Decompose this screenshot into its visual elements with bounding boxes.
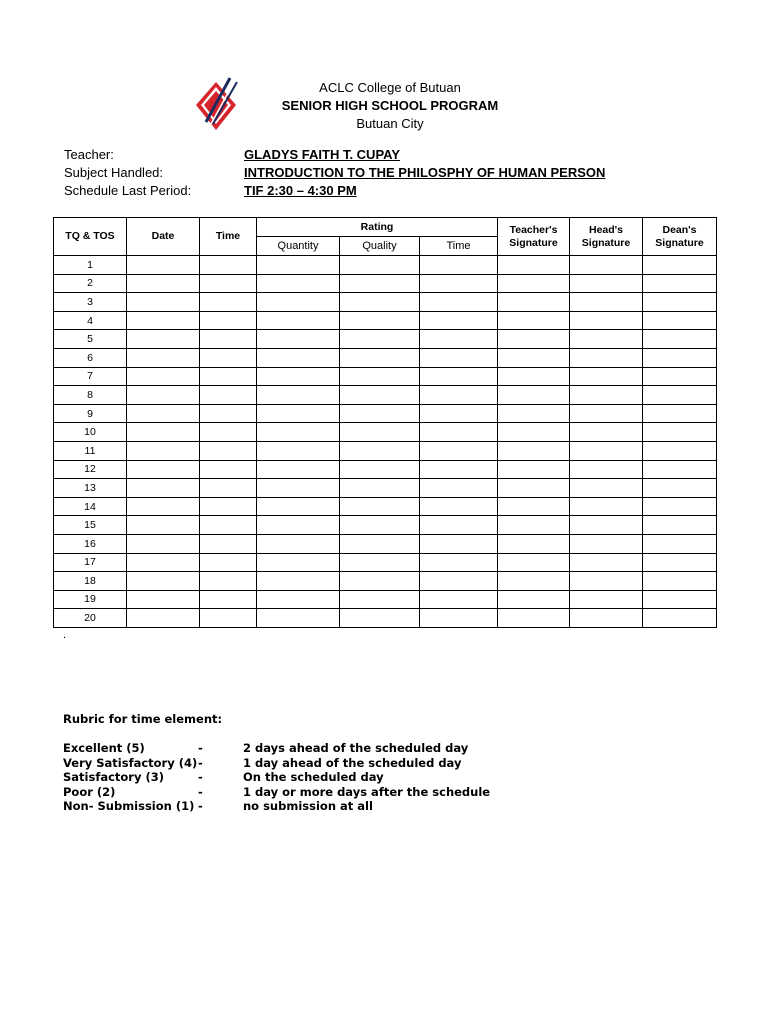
table-cell[interactable] [643, 330, 717, 349]
table-row [54, 609, 717, 628]
table-cell[interactable] [200, 274, 257, 293]
table-cell[interactable] [257, 516, 340, 535]
rubric-description: 1 day or more days after the schedule [243, 785, 491, 799]
row-number: 12 [54, 460, 127, 479]
rubric-description: 2 days ahead of the scheduled day [243, 741, 469, 755]
table-cell[interactable] [340, 441, 420, 460]
table-cell[interactable] [420, 609, 498, 628]
table-cell[interactable] [570, 293, 643, 312]
table-cell[interactable] [127, 256, 200, 275]
table-row [54, 441, 717, 460]
table-row [54, 404, 717, 423]
row-number: 7 [54, 367, 127, 386]
table-cell[interactable] [127, 423, 200, 442]
table-cell[interactable] [257, 441, 340, 460]
table-row [54, 311, 717, 330]
table-row [54, 274, 717, 293]
col-rating: Rating [257, 218, 498, 237]
table-cell[interactable] [340, 479, 420, 498]
rubric-description: On the scheduled day [243, 770, 384, 784]
table-row [54, 367, 717, 386]
table-cell[interactable] [420, 404, 498, 423]
row-number: 9 [54, 404, 127, 423]
table-cell[interactable] [498, 367, 570, 386]
rubric-dash: - [198, 756, 203, 770]
table-cell[interactable] [570, 367, 643, 386]
head-sig-line1: Head's [589, 223, 624, 236]
table-cell[interactable] [498, 609, 570, 628]
row-number: 15 [54, 516, 127, 535]
table-cell[interactable] [498, 572, 570, 591]
table-cell[interactable] [420, 572, 498, 591]
table-cell[interactable] [200, 534, 257, 553]
table-cell[interactable] [200, 516, 257, 535]
teacher-value: GLADYS FAITH T. CUPAY [244, 147, 401, 162]
row-number: 3 [54, 293, 127, 312]
table-cell[interactable] [643, 534, 717, 553]
table-cell[interactable] [257, 404, 340, 423]
table-cell[interactable] [498, 348, 570, 367]
rubric-dash: - [198, 785, 203, 799]
city-name: Butuan City [356, 116, 424, 131]
table-cell[interactable] [643, 441, 717, 460]
table-row [54, 293, 717, 312]
table-cell[interactable] [127, 534, 200, 553]
table-cell[interactable] [127, 497, 200, 516]
head-sig-line2: Signature [581, 236, 631, 249]
table-cell[interactable] [498, 534, 570, 553]
table-cell[interactable] [498, 404, 570, 423]
table-cell[interactable] [200, 311, 257, 330]
table-cell[interactable] [643, 572, 717, 591]
table-row [54, 423, 717, 442]
row-number: 6 [54, 348, 127, 367]
table-cell[interactable] [257, 460, 340, 479]
rubric-label: Poor (2) [63, 785, 116, 799]
row-number: 17 [54, 553, 127, 572]
col-head-signature [570, 218, 643, 256]
table-cell[interactable] [340, 386, 420, 405]
table-cell[interactable] [127, 553, 200, 572]
table-cell[interactable] [420, 256, 498, 275]
table-cell[interactable] [498, 293, 570, 312]
table-cell[interactable] [200, 497, 257, 516]
table-cell[interactable] [570, 404, 643, 423]
table-row [54, 348, 717, 367]
table-cell[interactable] [127, 311, 200, 330]
table-cell[interactable] [498, 516, 570, 535]
table-cell[interactable] [420, 293, 498, 312]
dean-sig-line1: Dean's [662, 223, 697, 236]
row-number: 11 [54, 441, 127, 460]
table-cell[interactable] [643, 293, 717, 312]
col-tq-tos: TQ & TOS [54, 218, 127, 256]
table-cell[interactable] [643, 497, 717, 516]
table-cell[interactable] [340, 367, 420, 386]
table-cell[interactable] [570, 497, 643, 516]
row-number: 8 [54, 386, 127, 405]
table-row [54, 386, 717, 405]
table-row [54, 479, 717, 498]
rubric-description: no submission at all [243, 799, 373, 813]
table-cell[interactable] [643, 256, 717, 275]
table-cell[interactable] [498, 423, 570, 442]
table-cell[interactable] [200, 386, 257, 405]
stray-dot: . [63, 629, 67, 641]
table-cell[interactable] [257, 479, 340, 498]
table-cell[interactable] [643, 348, 717, 367]
table-cell[interactable] [127, 330, 200, 349]
table-cell[interactable] [257, 293, 340, 312]
table-cell[interactable] [257, 534, 340, 553]
table-cell[interactable] [570, 572, 643, 591]
table-cell[interactable] [257, 311, 340, 330]
table-cell[interactable] [257, 497, 340, 516]
table-cell[interactable] [127, 441, 200, 460]
table-cell[interactable] [200, 348, 257, 367]
table-cell[interactable] [127, 274, 200, 293]
aclc-logo [188, 74, 244, 134]
row-number: 13 [54, 479, 127, 498]
table-cell[interactable] [643, 590, 717, 609]
table-cell[interactable] [498, 553, 570, 572]
col-time: Time [200, 218, 257, 256]
table-cell[interactable] [420, 534, 498, 553]
table-cell[interactable] [570, 479, 643, 498]
table-cell[interactable] [257, 590, 340, 609]
table-cell[interactable] [570, 423, 643, 442]
table-cell[interactable] [257, 553, 340, 572]
table-cell[interactable] [340, 553, 420, 572]
table-cell[interactable] [498, 386, 570, 405]
row-number: 18 [54, 572, 127, 591]
table-cell[interactable] [420, 553, 498, 572]
table-row [54, 330, 717, 349]
col-quantity: Quantity [257, 237, 340, 256]
table-cell[interactable] [420, 348, 498, 367]
table-cell[interactable] [340, 423, 420, 442]
col-date: Date [127, 218, 200, 256]
table-cell[interactable] [643, 367, 717, 386]
table-cell[interactable] [570, 460, 643, 479]
row-number: 14 [54, 497, 127, 516]
table-cell[interactable] [340, 516, 420, 535]
table-cell[interactable] [340, 330, 420, 349]
table-cell[interactable] [498, 497, 570, 516]
table-cell[interactable] [570, 441, 643, 460]
table-cell[interactable] [340, 311, 420, 330]
table-cell[interactable] [200, 423, 257, 442]
subject-value: INTRODUCTION TO THE PHILOSPHY OF HUMAN PERSON [244, 165, 606, 180]
rubric-dash: - [198, 770, 203, 784]
table-cell[interactable] [127, 293, 200, 312]
row-number: 10 [54, 423, 127, 442]
table-cell[interactable] [643, 311, 717, 330]
table-cell[interactable] [420, 590, 498, 609]
school-name: ACLC College of Butuan [319, 80, 461, 95]
table-cell[interactable] [420, 516, 498, 535]
table-cell[interactable] [420, 311, 498, 330]
table-cell[interactable] [257, 609, 340, 628]
table-cell[interactable] [257, 274, 340, 293]
teacher-sig-line2: Signature [509, 236, 558, 249]
table-cell[interactable] [643, 423, 717, 442]
table-cell[interactable] [420, 497, 498, 516]
table-cell[interactable] [420, 441, 498, 460]
table-cell[interactable] [127, 516, 200, 535]
row-number: 2 [54, 274, 127, 293]
table-cell[interactable] [200, 256, 257, 275]
table-cell[interactable] [200, 553, 257, 572]
table-cell[interactable] [200, 293, 257, 312]
rubric-label: Excellent (5) [63, 741, 145, 755]
table-cell[interactable] [200, 441, 257, 460]
table-cell[interactable] [420, 479, 498, 498]
table-cell[interactable] [257, 367, 340, 386]
table-cell[interactable] [200, 590, 257, 609]
col-teacher-signature [498, 218, 570, 256]
rubric-label: Non- Submission (1) [63, 799, 195, 813]
subject-label: Subject Handled: [64, 165, 164, 180]
table-cell[interactable] [200, 330, 257, 349]
table-cell[interactable] [127, 404, 200, 423]
table-cell[interactable] [340, 348, 420, 367]
table-cell[interactable] [498, 460, 570, 479]
teacher-label: Teacher: [64, 147, 114, 162]
document-header [240, 79, 540, 132]
table-cell[interactable] [257, 348, 340, 367]
dean-sig-line2: Signature [655, 236, 704, 249]
table-cell[interactable] [643, 553, 717, 572]
table-body [54, 256, 717, 628]
table-cell[interactable] [127, 348, 200, 367]
rubric-dash: - [198, 741, 203, 755]
rubric-description: 1 day ahead of the scheduled day [243, 756, 462, 770]
table-cell[interactable] [570, 516, 643, 535]
col-rating-time: Time [420, 237, 498, 256]
table-cell[interactable] [570, 311, 643, 330]
table-cell[interactable] [340, 497, 420, 516]
rubric-label: Satisfactory (3) [63, 770, 164, 784]
submission-table [53, 217, 717, 628]
table-cell[interactable] [498, 479, 570, 498]
table-cell[interactable] [257, 572, 340, 591]
table-cell[interactable] [570, 348, 643, 367]
table-cell[interactable] [570, 590, 643, 609]
schedule-value: TIF 2:30 – 4:30 PM [244, 183, 357, 198]
table-cell[interactable] [420, 330, 498, 349]
table-cell[interactable] [340, 404, 420, 423]
table-cell[interactable] [420, 423, 498, 442]
table-cell[interactable] [498, 330, 570, 349]
rubric-dash: - [198, 799, 203, 813]
row-number: 19 [54, 590, 127, 609]
table-cell[interactable] [570, 553, 643, 572]
table-cell[interactable] [200, 479, 257, 498]
table-cell[interactable] [127, 386, 200, 405]
table-row [54, 497, 717, 516]
table-cell[interactable] [643, 609, 717, 628]
table-cell[interactable] [127, 572, 200, 591]
table-cell[interactable] [498, 590, 570, 609]
table-cell[interactable] [643, 460, 717, 479]
table-cell[interactable] [643, 404, 717, 423]
table-row [54, 553, 717, 572]
table-cell[interactable] [127, 367, 200, 386]
table-cell[interactable] [340, 590, 420, 609]
table-cell[interactable] [498, 311, 570, 330]
teacher-sig-line1: Teacher's [509, 223, 558, 236]
table-cell[interactable] [257, 330, 340, 349]
row-number: 20 [54, 609, 127, 628]
rubric-title: Rubric for time element: [63, 712, 223, 726]
table-cell[interactable] [420, 386, 498, 405]
row-number: 1 [54, 256, 127, 275]
table-cell[interactable] [127, 590, 200, 609]
table-cell[interactable] [340, 572, 420, 591]
table-cell[interactable] [420, 460, 498, 479]
row-number: 4 [54, 311, 127, 330]
table-cell[interactable] [420, 367, 498, 386]
table-cell[interactable] [643, 274, 717, 293]
schedule-label: Schedule Last Period: [64, 183, 192, 198]
col-quality: Quality [340, 237, 420, 256]
table-cell[interactable] [498, 256, 570, 275]
table-cell[interactable] [340, 460, 420, 479]
table-cell[interactable] [570, 274, 643, 293]
table-cell[interactable] [257, 256, 340, 275]
table-cell[interactable] [127, 460, 200, 479]
table-cell[interactable] [200, 609, 257, 628]
table-row [54, 256, 717, 275]
rubric-label: Very Satisfactory (4) [63, 756, 198, 770]
table-cell[interactable] [200, 460, 257, 479]
table-cell[interactable] [498, 441, 570, 460]
table-cell[interactable] [257, 423, 340, 442]
table-row [54, 516, 717, 535]
table-cell[interactable] [257, 386, 340, 405]
table-cell[interactable] [570, 256, 643, 275]
table-row [54, 590, 717, 609]
table-cell[interactable] [127, 479, 200, 498]
table-cell[interactable] [200, 404, 257, 423]
table-cell[interactable] [420, 274, 498, 293]
table-cell[interactable] [200, 367, 257, 386]
table-cell[interactable] [200, 572, 257, 591]
table-cell[interactable] [340, 609, 420, 628]
table-cell[interactable] [570, 330, 643, 349]
table-cell[interactable] [643, 479, 717, 498]
table-row [54, 534, 717, 553]
table-cell[interactable] [498, 274, 570, 293]
table-cell[interactable] [127, 609, 200, 628]
table-row [54, 460, 717, 479]
table-cell[interactable] [570, 534, 643, 553]
table-cell[interactable] [340, 274, 420, 293]
program-name: SENIOR HIGH SCHOOL PROGRAM [281, 98, 499, 113]
row-number: 5 [54, 330, 127, 349]
table-cell[interactable] [340, 256, 420, 275]
table-cell[interactable] [340, 293, 420, 312]
table-cell[interactable] [570, 386, 643, 405]
table-row [54, 572, 717, 591]
table-cell[interactable] [643, 516, 717, 535]
table-cell[interactable] [570, 609, 643, 628]
table-cell[interactable] [340, 534, 420, 553]
table-cell[interactable] [643, 386, 717, 405]
col-dean-signature [643, 218, 717, 256]
row-number: 16 [54, 534, 127, 553]
